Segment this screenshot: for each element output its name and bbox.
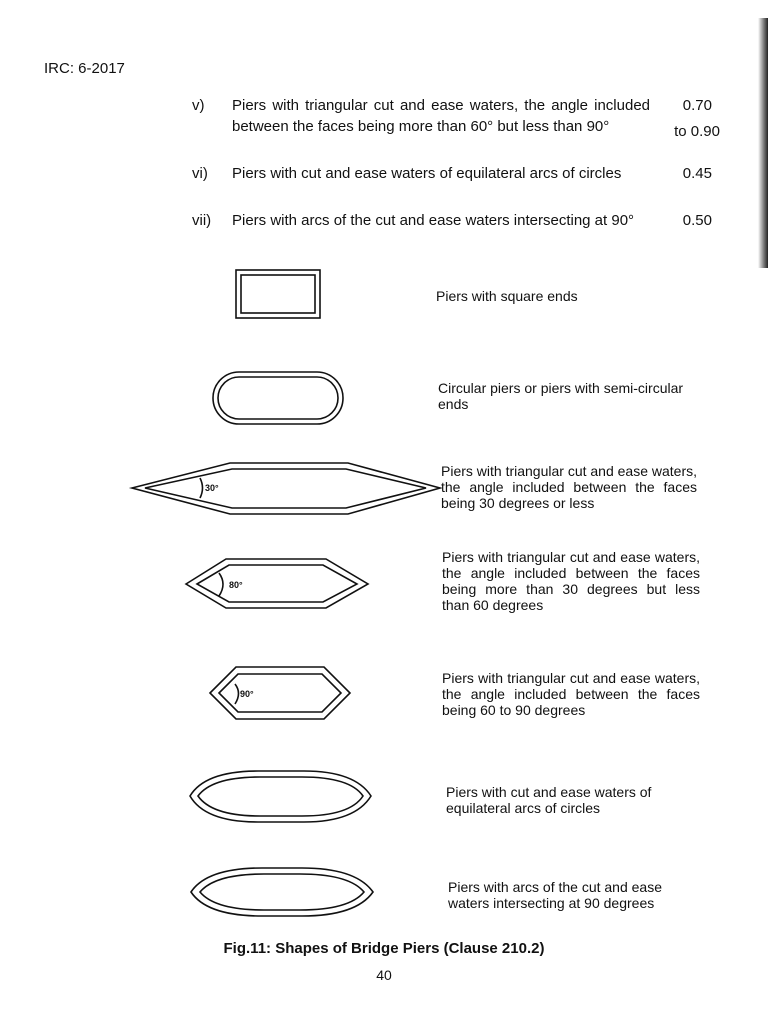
shape-description-equilateral-arcs: Piers with cut and ease waters of equilateral arcs of circles: [446, 784, 652, 816]
page-number: 40: [376, 967, 392, 983]
item-number: vii): [192, 212, 212, 229]
item-text: Piers with cut and ease waters of equilateral arcs of circles: [232, 165, 622, 182]
item-text: Piers with arcs of the cut and ease waters intersecting at 90°: [232, 212, 635, 229]
coefficient-range: to 0.90: [674, 123, 720, 140]
shape-description-triangular-30: Piers with triangular cut and ease waters, the angle included between the faces being 30 degrees or less: [441, 463, 698, 511]
angle-label-80: 80°: [229, 580, 243, 590]
shape-description-arcs-90: Piers with arcs of the cut and ease waters intersecting at 90 degrees: [448, 879, 662, 911]
arcs-90-pier-shape: [191, 868, 373, 916]
coefficient: 0.50: [682, 212, 712, 229]
document-code: IRC: 6-2017: [44, 60, 125, 77]
shape-description-circular: Circular piers or piers with semi-circular ends: [438, 380, 684, 412]
coefficient: 0.45: [682, 165, 712, 182]
item-text: Piers with triangular cut and ease waters, the angle included between the faces being more than 60° but less than 90°: [232, 97, 650, 135]
coefficient: 0.70: [682, 97, 712, 114]
square-end-pier-shape: [236, 270, 320, 318]
semicircular-pier-shape: [213, 372, 343, 424]
triangular-90-pier-shape: [210, 667, 350, 719]
equilateral-arcs-pier-shape: [190, 771, 371, 822]
item-number: vi): [192, 165, 208, 182]
shape-description-triangular-60: Piers with triangular cut and ease waters, the angle included between the faces being more than 30 degrees but less than 60 degrees: [442, 549, 700, 613]
shape-description-triangular-90: Piers with triangular cut and ease waters, the angle included between the faces being 60 to 90 degrees: [442, 670, 700, 718]
triangular-60-pier-shape: [186, 559, 368, 608]
angle-label-30: 30°: [205, 483, 219, 493]
shape-description-square: Piers with square ends: [436, 288, 578, 304]
figure-caption: Fig.11: Shapes of Bridge Piers (Clause 210.2): [223, 940, 545, 957]
angle-label-90: 90°: [240, 689, 254, 699]
triangular-30-pier-shape: [132, 463, 440, 514]
item-number: v): [192, 97, 205, 114]
